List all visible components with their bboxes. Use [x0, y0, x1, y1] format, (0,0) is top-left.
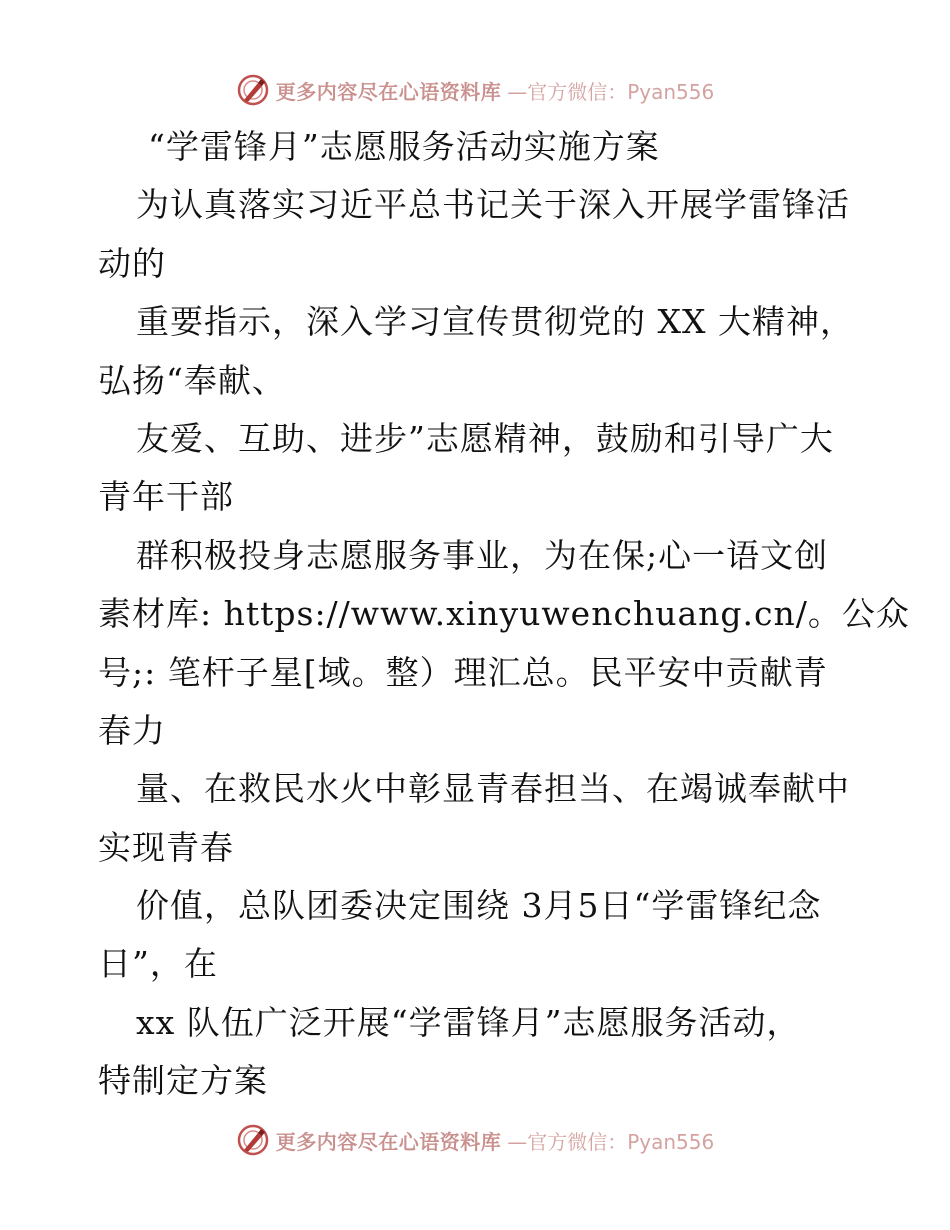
paragraph-line: 量、在救民水火中彰显青春担当、在竭诚奉献中 [136, 769, 850, 809]
pen-logo-icon [236, 1123, 270, 1157]
header-watermark [0, 70, 950, 110]
document-body [98, 118, 910, 1111]
watermark-contact-text: —官方微信：Pyan556 [507, 1129, 715, 1154]
paragraph-line: 号;: 笔杆子星[域。整）理汇总。民平安中贡献青 [98, 652, 828, 692]
watermark-site-text: 更多内容尽在心语资料库 [275, 79, 502, 104]
paragraph-line: 实现青春 [98, 827, 234, 867]
paragraph-line: xx 队伍广泛开展“学雷锋月”志愿服务活动， [136, 1002, 801, 1042]
paragraph-line: 素材库: https://www.xinyuwenchuang.cn/。公众 [98, 594, 910, 634]
paragraph-line: 日”，在 [98, 944, 218, 984]
paragraph-line: 友爱、互助、进步”志愿精神，鼓励和引导广大 [136, 418, 834, 458]
pen-logo-icon [236, 73, 270, 107]
watermark-contact-text: —官方微信：Pyan556 [507, 79, 715, 104]
footer-watermark [0, 1120, 950, 1160]
document-title: “学雷锋月”志愿服务活动实施方案 [148, 127, 660, 166]
paragraph-line: 重要指示，深入学习宣传贯彻党的 XX 大精神， [136, 302, 854, 342]
paragraph-line: 特制定方案 [98, 1061, 268, 1101]
paragraph-line: 为认真落实习近平总书记关于深入开展学雷锋活 [136, 185, 850, 225]
watermark-site-text: 更多内容尽在心语资料库 [275, 1129, 502, 1154]
paragraph-line: 青年干部 [98, 477, 234, 517]
paragraph-line: 动的 [98, 243, 166, 283]
paragraph-line: 春力 [98, 710, 166, 750]
paragraph-line: 价值，总队团委决定围绕 3月5日“学雷锋纪念 [136, 886, 822, 926]
paragraph-line: 弘扬“奉献、 [98, 360, 286, 400]
paragraph-line: 群积极投身志愿服务事业，为在保;心一语文创 [136, 535, 829, 575]
